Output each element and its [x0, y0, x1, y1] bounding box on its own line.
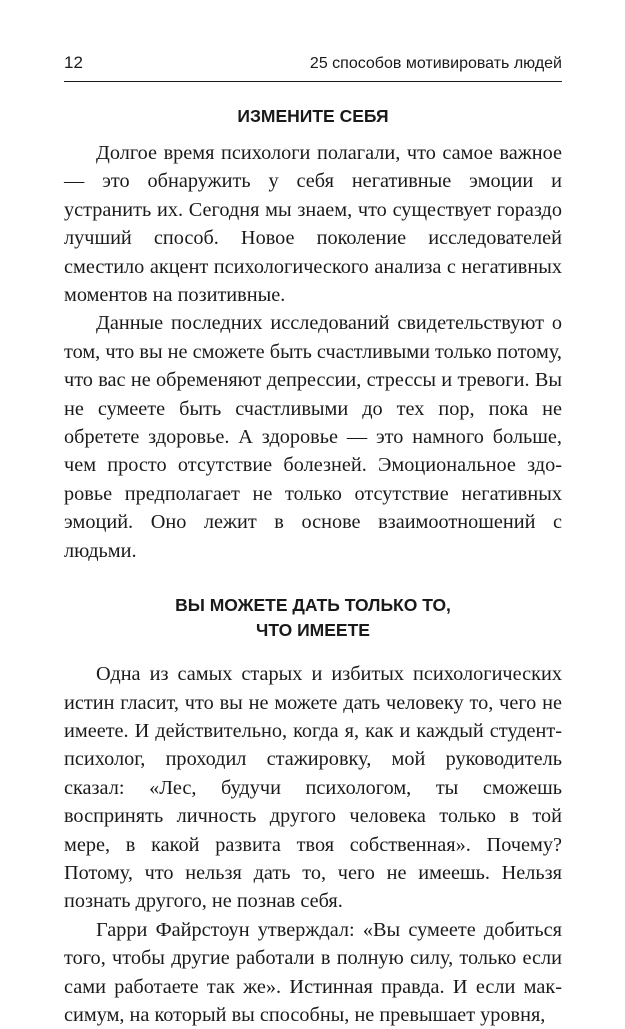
paragraph: Долгое время психологи полагали, что самое важное — это обнаружить у себя негативные эмоции и устранить их. Сегодня мы знаем, что существует гораздо лучший способ. Новое поколение исследователей сместило акцент психологического анализа с негативных моментов на позитивные.: [64, 142, 562, 307]
page-number: 12: [64, 53, 83, 72]
heading-line: ЧТО ИМЕЕТЕ: [256, 620, 370, 641]
paragraph: Одна из самых старых и избитых психологических истин гласит, что вы не можете дать человеку то, чего не имеете. И действительно, когда я, как и каждый студент-психолог, проходил стажировку, мой руководитель сказал: «Лес, будучи психологом, ты сможешь воспринять личность другого человека только в той мере, в какой развита твоя собственная». Почему? Потому, что нельзя дать то, чего не имеешь. Нельзя познать другого, не познав себя.: [64, 663, 562, 913]
running-header: [64, 52, 562, 82]
paragraph: Данные последних исследований свидетельствуют о том, что вы не сможете быть счастливыми только потому, что вас не обременяют депрессии, стрессы и тревоги. Вы не сумеете быть счастливыми до тех пор, пока не обретете здоровье. А здоровье — это намного больше, чем просто отсутствие болезней. Эмоциональное здоровье предполагает не только отсутствие негативных эмоций. Оно лежит в основе взаимоотношений с людьми.: [64, 312, 562, 562]
heading-line: ВЫ МОЖЕТЕ ДАТЬ ТОЛЬКО ТО,: [175, 595, 451, 616]
section-heading-give-what-you-have: [64, 593, 562, 643]
book-page: [64, 52, 562, 1029]
section-heading-change-yourself: [64, 104, 562, 129]
heading-line: ИЗМЕНИТЕ СЕБЯ: [237, 106, 389, 126]
book-title: 25 способов мотивировать людей: [309, 55, 562, 72]
paragraph: Гарри Файрстоун утверждал: «Вы сумеете добиться того, чтобы другие работали в полную силу, только если сами работаете так же». Истинная правда. И если максимум, на который вы способны, не превышает уровня,: [64, 918, 562, 1026]
